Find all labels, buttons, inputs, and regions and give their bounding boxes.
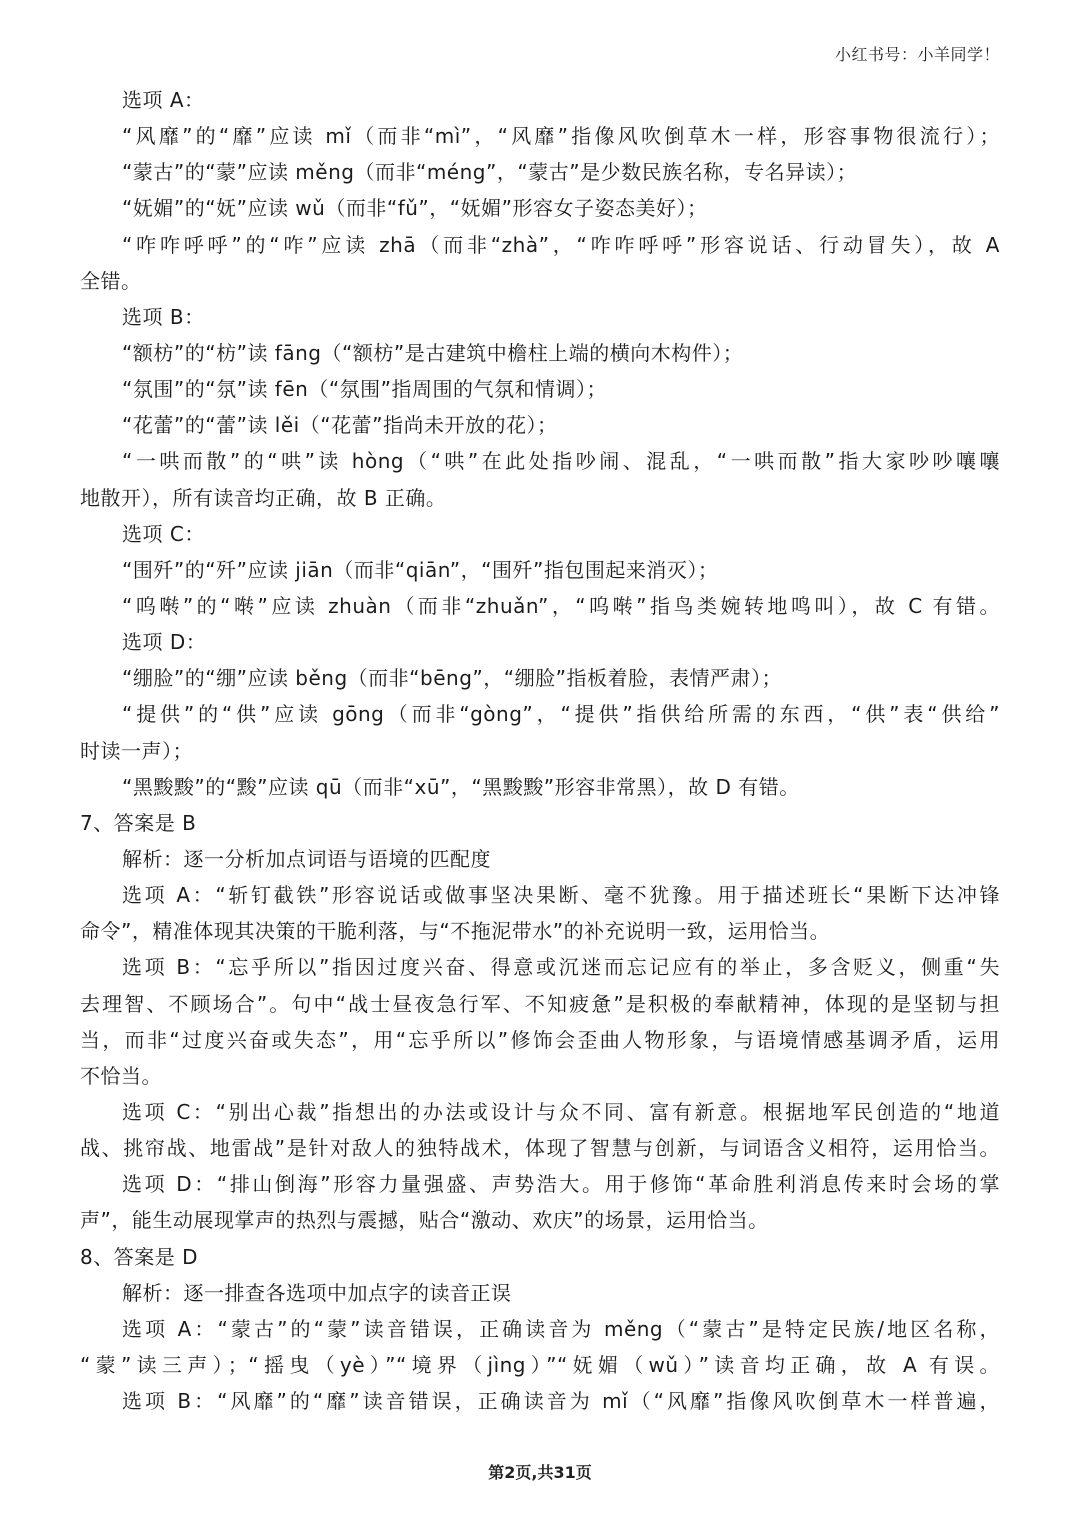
page-indicator: 第2页,共31页	[488, 1463, 592, 1482]
q8-analysis: 解析：逐一排查各选项中加点字的读音正误	[122, 1280, 512, 1305]
q6-option-d-heading: 选项 D：	[122, 630, 207, 655]
text-line: 选项 B：“忘乎所以”指因过度兴奋、得意或沉迷而忘记应有的举止，多含贬义，侧重“失	[122, 955, 1000, 980]
text-line: “蒙”读三声）；“摇曳（yè）”“境界（jìng）”“妩媚（wǔ）”读音均正确，故 A 有误。	[80, 1352, 1000, 1377]
text-line: “绷脸”的“绷”应读 běng（而非“bēng”，“绷脸”指板着脸，表情严肃）；	[122, 666, 782, 691]
q7-answer: 7、答案是 B	[80, 810, 197, 835]
text-line: “黑黢黢”的“黢”应读 qū（而非“xū”，“黑黢黢”形容非常黑），故 D 有错。	[122, 774, 800, 799]
q8-answer: 8、答案是 D	[80, 1244, 198, 1269]
text-line: 选项 B：“风靡”的“靡”读音错误，正确读音为 mǐ（“风靡”指像风吹倒草木一样普遍，	[122, 1389, 1000, 1414]
text-line: 选项 A：“斩钉截铁”形容说话或做事坚决果断、毫不犹豫。用于描述班长“果断下达冲锋	[122, 883, 1000, 908]
text-line: 选项 A：“蒙古”的“蒙”读音错误，正确读音为 měng（“蒙古”是特定民族/地区名称，	[122, 1316, 1000, 1341]
text-line: 战、挑帘战、地雷战”是针对敌人的独特战术，体现了智慧与创新，与词语含义相符，运用恰当。	[80, 1136, 1000, 1161]
text-line: 选项 D：“排山倒海”形容力量强盛、声势浩大。用于修饰“革命胜利消息传来时会场的掌	[122, 1172, 1000, 1197]
q6-option-c-heading: 选项 C：	[122, 521, 205, 546]
text-line: “氛围”的“氛”读 fēn（“氛围”指周围的气氛和情调）；	[122, 377, 608, 402]
text-line: “风靡”的“靡”应读 mǐ（而非“mì”，“风靡”指像风吹倒草木一样，形容事物很流行）；	[122, 124, 1000, 149]
text-line: 选项 C：“别出心裁”指想出的办法或设计与众不同、富有新意。根据地军民创造的“地道	[122, 1099, 1000, 1124]
text-line: “妩媚”的“妩”应读 wǔ（而非“fǔ”，“妩媚”形容女子姿态美好）；	[122, 196, 708, 221]
text-line: 命令”，精准体现其决策的干脆利落，与“不拖泥带水”的补充说明一致，运用恰当。	[80, 919, 831, 944]
text-line: 全错。	[80, 268, 142, 293]
text-line: “呜啭”的“啭”应读 zhuàn（而非“zhuǎn”，“呜啭”指鸟类婉转地鸣叫），故 C 有错。	[122, 593, 1000, 618]
text-line: “额枋”的“枋”读 fāng（“额枋”是古建筑中檐柱上端的横向木构件）；	[122, 340, 744, 365]
document-body	[80, 82, 1000, 1419]
text-line: “围歼”的“歼”应读 jiān（而非“qiān”，“围歼”指包围起来消灭）；	[122, 557, 719, 582]
text-line: 时读一声）；	[80, 738, 193, 763]
text-line: “花蕾”的“蕾”读 lěi（“花蕾”指尚未开放的花）；	[122, 413, 558, 438]
q6-option-a-heading: 选项 A：	[122, 88, 205, 112]
header-account-label: 小红书号：小羊同学！	[834, 45, 1000, 64]
text-line: “咋咋呼呼”的“咋”应读 zhā（而非“zhà”，“咋咋呼呼”形容说话、行动冒失），故 A	[122, 232, 1000, 257]
text-line: 地散开），所有读音均正确，故 B 正确。	[80, 485, 447, 510]
text-line: “蒙古”的“蒙”应读 měng（而非“méng”，“蒙古”是少数民族名称，专名异读）；	[122, 160, 858, 185]
text-line: 声”，能生动展现掌声的热烈与震撼，贴合“激动、欢庆”的场景，运用恰当。	[80, 1208, 769, 1233]
text-line: “一哄而散”的“哄”读 hòng（“哄”在此处指吵闹、混乱，“一哄而散”指大家吵吵嚷嚷	[122, 449, 1000, 474]
text-line: 去理智、不顾场合”。句中“战士昼夜急行军、不知疲惫”是积极的奉献精神，体现的是坚韧与担	[80, 991, 1000, 1016]
text-line: “提供”的“供”应读 gōng（而非“gòng”，“提供”指供给所需的东西，“供”表“供给”	[122, 702, 1000, 727]
text-line: 当，而非“过度兴奋或失态”，用“忘乎所以”修饰会歪曲人物形象，与语境情感基调矛盾，运用	[80, 1027, 1000, 1052]
q7-analysis: 解析：逐一分析加点词语与语境的匹配度	[122, 846, 491, 871]
q6-option-b-heading: 选项 B：	[122, 304, 205, 329]
text-line: 不恰当。	[80, 1063, 162, 1088]
